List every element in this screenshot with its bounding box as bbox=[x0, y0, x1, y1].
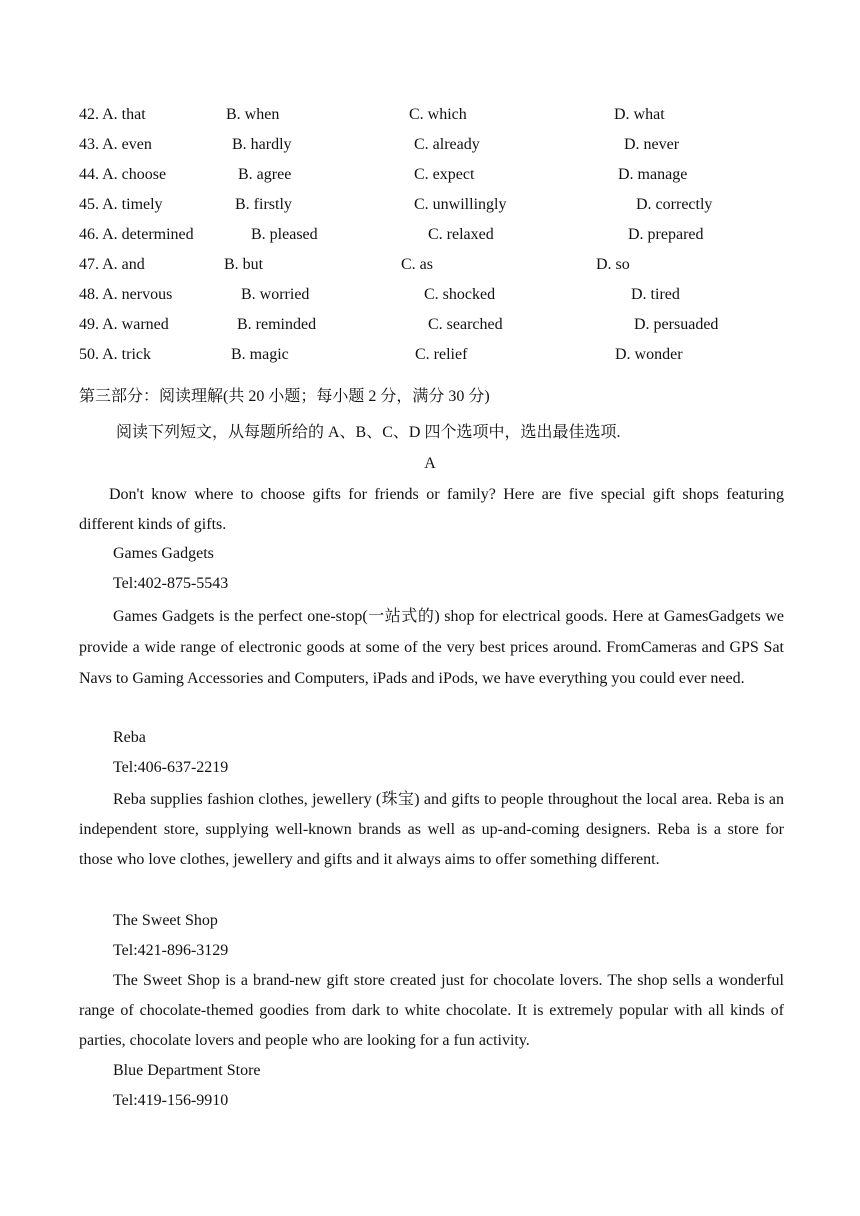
option-c: C. relief bbox=[415, 346, 468, 363]
option-d: D. persuaded bbox=[634, 316, 719, 333]
option-row bbox=[0, 194, 860, 216]
option-d: D. never bbox=[624, 136, 680, 153]
shop-description: Games Gadgets is the perfect one-stop(一站式的) shop for electrical goods. Here at GamesGadgets we provide a wide range of electronic goods at some of the very best prices around. FromCameras and GPS Sat Navs to Gaming Accessories and Computers, iPads and iPods, we have everything you could ever need. bbox=[79, 608, 784, 687]
option-d: D. so bbox=[596, 256, 630, 273]
shop-tel: Tel:421-896-3129 bbox=[113, 942, 229, 959]
option-row bbox=[0, 164, 860, 186]
option-b: B. but bbox=[224, 256, 264, 273]
option-b: B. when bbox=[226, 106, 280, 123]
shop-tel: Tel:406-637-2219 bbox=[113, 759, 229, 776]
option-a: 43. A. even bbox=[79, 136, 152, 153]
option-b: B. pleased bbox=[251, 226, 318, 243]
option-a: 50. A. trick bbox=[79, 346, 151, 363]
section-heading: 第三部分：阅读理解(共 20 小题；每小题 2 分，满分 30 分) bbox=[79, 388, 490, 405]
option-row bbox=[0, 254, 860, 276]
option-d: D. wonder bbox=[615, 346, 683, 363]
option-c: C. unwillingly bbox=[414, 196, 507, 213]
instruction-text: 阅读下列短文，从每题所给的 A、B、C、D 四个选项中，选出最佳选项. bbox=[116, 424, 621, 441]
option-c: C. already bbox=[414, 136, 480, 153]
shop-name: Games Gadgets bbox=[113, 545, 214, 562]
option-c: C. expect bbox=[414, 166, 475, 183]
option-d: D. tired bbox=[631, 286, 680, 303]
option-b: B. worried bbox=[241, 286, 310, 303]
option-row bbox=[0, 224, 860, 246]
option-d: D. prepared bbox=[628, 226, 704, 243]
option-c: C. searched bbox=[428, 316, 503, 333]
option-a: 44. A. choose bbox=[79, 166, 167, 183]
option-row bbox=[0, 314, 860, 336]
option-d: D. correctly bbox=[636, 196, 713, 213]
shop-description: The Sweet Shop is a brand-new gift store created just for chocolate lovers. The shop sells a wonderful range of chocolate-themed goodies from dark to white chocolate. It is extremely popular with all kinds of parties, chocolate lovers and people who are looking for a fun activity. bbox=[79, 972, 784, 1049]
option-row bbox=[0, 104, 860, 126]
shop-description: Reba supplies fashion clothes, jewellery (珠宝) and gifts to people throughout the local area. Reba is an independent store, supplying well-known brands as well as up-and-coming designers. Reba is a store for those who love clothes, jewellery and gifts and it always aims to offer something different. bbox=[79, 791, 784, 868]
shop-tel: Tel:419-156-9910 bbox=[113, 1092, 229, 1109]
shop-name: Blue Department Store bbox=[113, 1062, 261, 1079]
shop-name: The Sweet Shop bbox=[113, 912, 218, 929]
intro-paragraph: Don't know where to choose gifts for friends or family? Here are five special gift shops featuring different kinds of gifts. bbox=[79, 486, 784, 533]
option-d: D. manage bbox=[618, 166, 688, 183]
option-b: B. magic bbox=[231, 346, 289, 363]
passage-letter: A bbox=[424, 455, 436, 472]
shop-name: Reba bbox=[113, 729, 146, 746]
option-b: B. agree bbox=[238, 166, 292, 183]
shop-tel: Tel:402-875-5543 bbox=[113, 575, 229, 592]
option-b: B. reminded bbox=[237, 316, 317, 333]
option-c: C. as bbox=[401, 256, 433, 273]
option-a: 47. A. and bbox=[79, 256, 145, 273]
option-d: D. what bbox=[614, 106, 665, 123]
option-a: 42. A. that bbox=[79, 106, 146, 123]
option-a: 46. A. determined bbox=[79, 226, 194, 243]
option-a: 49. A. warned bbox=[79, 316, 169, 333]
option-b: B. firstly bbox=[235, 196, 292, 213]
option-a: 48. A. nervous bbox=[79, 286, 173, 303]
option-row bbox=[0, 344, 860, 366]
option-c: C. relaxed bbox=[428, 226, 494, 243]
option-b: B. hardly bbox=[232, 136, 292, 153]
option-row bbox=[0, 134, 860, 156]
option-c: C. which bbox=[409, 106, 467, 123]
option-row bbox=[0, 284, 860, 306]
option-a: 45. A. timely bbox=[79, 196, 163, 213]
option-c: C. shocked bbox=[424, 286, 496, 303]
